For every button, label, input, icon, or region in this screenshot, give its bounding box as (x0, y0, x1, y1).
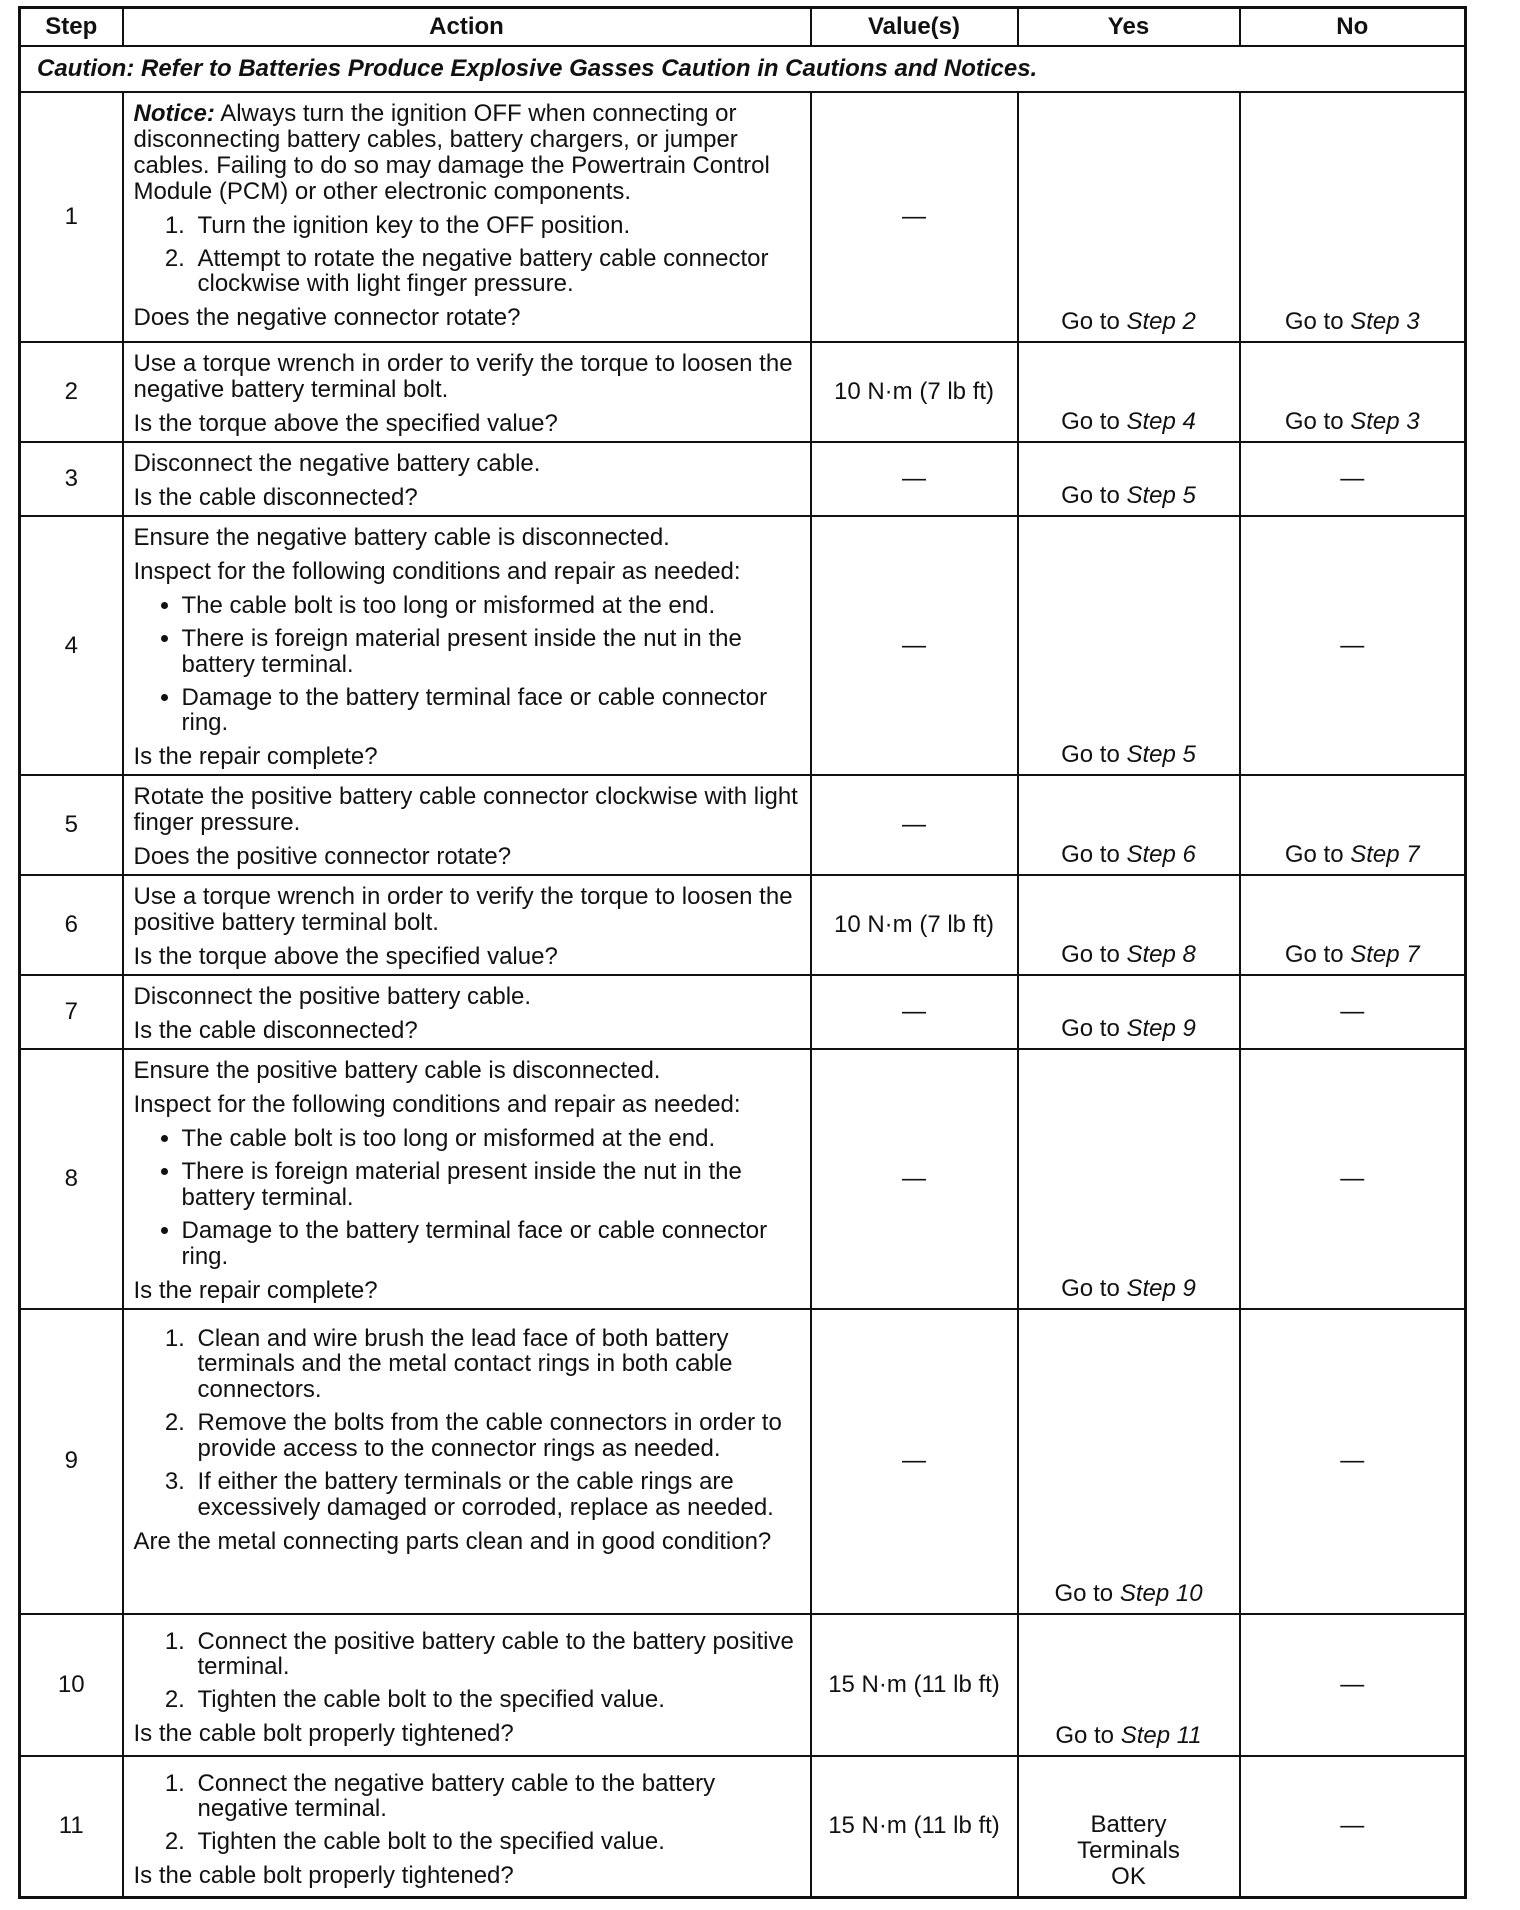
question-text: Is the cable bolt properly tightened? (133, 1862, 514, 1890)
goto-label: Go to (1061, 941, 1120, 969)
goto-step-link: Step 8 (1126, 941, 1196, 969)
list-item: 2. Attempt to rotate the negative battery cable connector clockwise with light finger pressure. (192, 246, 802, 298)
list-item: 3. If either the battery terminals or the cable rings are excessively damaged or corroded, replace as needed. (192, 1469, 802, 1521)
value-cell: 15 N·m (11 lb ft) (811, 1614, 1018, 1756)
question-text: Are the metal connecting parts clean and in good condition? (133, 1527, 772, 1555)
step-number: 9 (20, 1309, 123, 1614)
no-cell: — (1240, 1049, 1466, 1308)
goto-step-link: Step 11 (1120, 1721, 1202, 1749)
yes-cell (1018, 516, 1240, 775)
table-row (20, 1614, 1466, 1756)
table-row (20, 92, 1466, 342)
numbered-list (134, 1629, 802, 1714)
value-cell: 10 N·m (7 lb ft) (811, 875, 1018, 975)
list-item: 1. Clean and wire brush the lead face of both battery terminals and the metal contact rings in both cable connectors. (192, 1326, 802, 1404)
action-text: Inspect for the following conditions and repair as needed: (133, 1091, 741, 1119)
numbered-list (134, 1771, 802, 1856)
question-text: Is the repair complete? (133, 743, 378, 771)
header-no: No (1240, 8, 1466, 47)
action-cell (123, 1614, 811, 1756)
question-text: Is the torque above the specified value? (133, 943, 558, 971)
goto-label: Go to (1061, 741, 1120, 769)
action-text: Disconnect the positive battery cable. (133, 983, 532, 1011)
action-cell (123, 92, 811, 342)
table-row (20, 342, 1466, 442)
yes-cell (1018, 875, 1240, 975)
yes-cell (1018, 1049, 1240, 1308)
bullet-list (134, 593, 802, 737)
step-number: 1 (20, 92, 123, 342)
no-cell: — (1240, 1309, 1466, 1614)
goto-step-link: Step 7 (1350, 841, 1420, 869)
no-cell (1240, 875, 1466, 975)
goto-step-link: Step 3 (1350, 308, 1420, 336)
no-cell: — (1240, 442, 1466, 516)
goto-step-link: Step 5 (1126, 741, 1196, 769)
bullet-list (134, 1126, 802, 1270)
goto-label: Go to (1061, 308, 1120, 336)
goto-step-link: Step 10 (1119, 1579, 1203, 1607)
step-number: 8 (20, 1049, 123, 1308)
header-step: Step (20, 8, 123, 47)
action-cell (123, 516, 811, 775)
numbered-list (134, 1326, 802, 1521)
action-text: Ensure the negative battery cable is disconnected. (133, 524, 670, 551)
no-cell: — (1240, 516, 1466, 775)
action-cell (123, 875, 811, 975)
no-cell (1240, 92, 1466, 342)
list-item: • Damage to the battery terminal face or cable connector ring. (182, 685, 802, 737)
yes-cell (1018, 442, 1240, 516)
action-cell (123, 1756, 811, 1898)
notice-label: Notice: (133, 100, 215, 127)
action-cell (123, 442, 811, 516)
goto-label: Go to (1054, 1579, 1114, 1607)
numbered-list (134, 213, 802, 298)
table-row (20, 975, 1466, 1049)
step-number: 2 (20, 342, 123, 442)
header-action: Action (123, 8, 811, 47)
yes-cell (1018, 1309, 1240, 1614)
table-row (20, 775, 1466, 875)
action-text: Disconnect the negative battery cable. (133, 450, 541, 477)
no-cell: — (1240, 1756, 1466, 1898)
goto-step-link: Step 9 (1126, 1015, 1196, 1043)
yes-cell (1018, 342, 1240, 442)
goto-step-link: Step 3 (1350, 408, 1420, 436)
value-cell: — (811, 1049, 1018, 1308)
step-number: 7 (20, 975, 123, 1049)
action-cell (123, 775, 811, 875)
header-row (20, 8, 1466, 47)
goto-label: Go to (1284, 841, 1344, 869)
goto-label: Go to (1061, 1274, 1120, 1302)
action-text: Use a torque wrench in order to verify the torque to loosen the positive battery terminal bolt. (133, 883, 793, 937)
goto-label: Go to (1061, 1015, 1120, 1043)
question-text: Does the positive connector rotate? (133, 843, 512, 871)
goto-label: Go to (1284, 408, 1344, 436)
value-cell: — (811, 975, 1018, 1049)
goto-label: Go to (1061, 408, 1120, 436)
list-item: 1. Turn the ignition key to the OFF position. (192, 213, 802, 239)
action-text: Ensure the positive battery cable is disconnected. (133, 1057, 661, 1085)
notice-text: Always turn the ignition OFF when connecting or disconnecting battery cables, battery chargers, or jumper cables. Failing to do so may damage the Powertrain Control Module (PCM) or other electronic components. (133, 100, 770, 205)
yes-cell (1018, 975, 1240, 1049)
header-values: Value(s) (811, 8, 1018, 47)
step-number: 6 (20, 875, 123, 975)
yes-cell (1018, 1614, 1240, 1756)
step-number: 11 (20, 1756, 123, 1898)
question-text: Does the negative connector rotate? (133, 304, 521, 332)
value-cell: — (811, 1309, 1018, 1614)
diagnostic-table (18, 6, 1467, 1899)
caution-text: Caution: Refer to Batteries Produce Explosive Gasses Caution in Cautions and Notices. (20, 46, 1466, 92)
header-yes: Yes (1018, 8, 1240, 47)
table-row (20, 442, 1466, 516)
goto-label: Go to (1284, 941, 1344, 969)
step-number: 4 (20, 516, 123, 775)
list-item: • Damage to the battery terminal face or cable connector ring. (182, 1218, 802, 1270)
goto-label: Go to (1055, 1721, 1115, 1749)
goto-step-link: Step 9 (1126, 1274, 1196, 1302)
step-number: 3 (20, 442, 123, 516)
value-cell: — (811, 442, 1018, 516)
action-text: Use a torque wrench in order to verify the torque to loosen the negative battery terminal bolt. (133, 350, 793, 403)
list-item: 1. Connect the negative battery cable to the battery negative terminal. (192, 1771, 802, 1823)
value-cell: — (811, 92, 1018, 342)
goto-label: Go to (1061, 841, 1120, 869)
list-item: • There is foreign material present inside the nut in the battery terminal. (182, 1159, 802, 1211)
goto-step-link: Step 5 (1126, 482, 1196, 510)
goto-step-link: Step 4 (1126, 408, 1196, 436)
question-text: Is the repair complete? (133, 1276, 378, 1304)
value-cell: — (811, 775, 1018, 875)
table-row (20, 875, 1466, 975)
yes-cell (1018, 775, 1240, 875)
table-row (20, 1756, 1466, 1898)
yes-cell: Battery Terminals OK (1018, 1756, 1240, 1898)
question-text: Is the cable bolt properly tightened? (133, 1720, 514, 1748)
goto-step-link: Step 6 (1126, 841, 1196, 869)
list-item: • The cable bolt is too long or misformed at the end. (182, 1126, 802, 1152)
list-item: 2. Tighten the cable bolt to the specified value. (192, 1687, 802, 1713)
table-row (20, 516, 1466, 775)
no-cell (1240, 775, 1466, 875)
goto-step-link: Step 2 (1126, 308, 1196, 336)
list-item: • There is foreign material present inside the nut in the battery terminal. (182, 626, 802, 678)
list-item: 1. Connect the positive battery cable to the battery positive terminal. (192, 1629, 802, 1681)
question-text: Is the cable disconnected? (133, 1017, 418, 1045)
value-cell: 10 N·m (7 lb ft) (811, 342, 1018, 442)
goto-label: Go to (1284, 308, 1344, 336)
action-cell (123, 342, 811, 442)
question-text: Is the torque above the specified value? (133, 409, 558, 437)
caution-row (20, 46, 1466, 92)
action-cell (123, 975, 811, 1049)
no-cell (1240, 342, 1466, 442)
value-cell: — (811, 516, 1018, 775)
step-number: 5 (20, 775, 123, 875)
action-text: Inspect for the following conditions and repair as needed: (133, 557, 741, 585)
action-text: Rotate the positive battery cable connector clockwise with light finger pressure. (133, 783, 798, 837)
table-row (20, 1309, 1466, 1614)
step-number: 10 (20, 1614, 123, 1756)
table-row (20, 1049, 1466, 1308)
no-cell: — (1240, 975, 1466, 1049)
list-item: 2. Tighten the cable bolt to the specified value. (192, 1829, 802, 1855)
question-text: Is the cable disconnected? (133, 483, 418, 511)
goto-step-link: Step 7 (1350, 941, 1420, 969)
value-cell: 15 N·m (11 lb ft) (811, 1756, 1018, 1898)
goto-label: Go to (1061, 482, 1120, 510)
notice-paragraph (134, 101, 802, 205)
list-item: 2. Remove the bolts from the cable connectors in order to provide access to the connector rings as needed. (192, 1410, 802, 1462)
list-item: • The cable bolt is too long or misformed at the end. (182, 593, 802, 619)
yes-cell (1018, 92, 1240, 342)
action-cell (123, 1309, 811, 1614)
no-cell: — (1240, 1614, 1466, 1756)
action-cell (123, 1049, 811, 1308)
